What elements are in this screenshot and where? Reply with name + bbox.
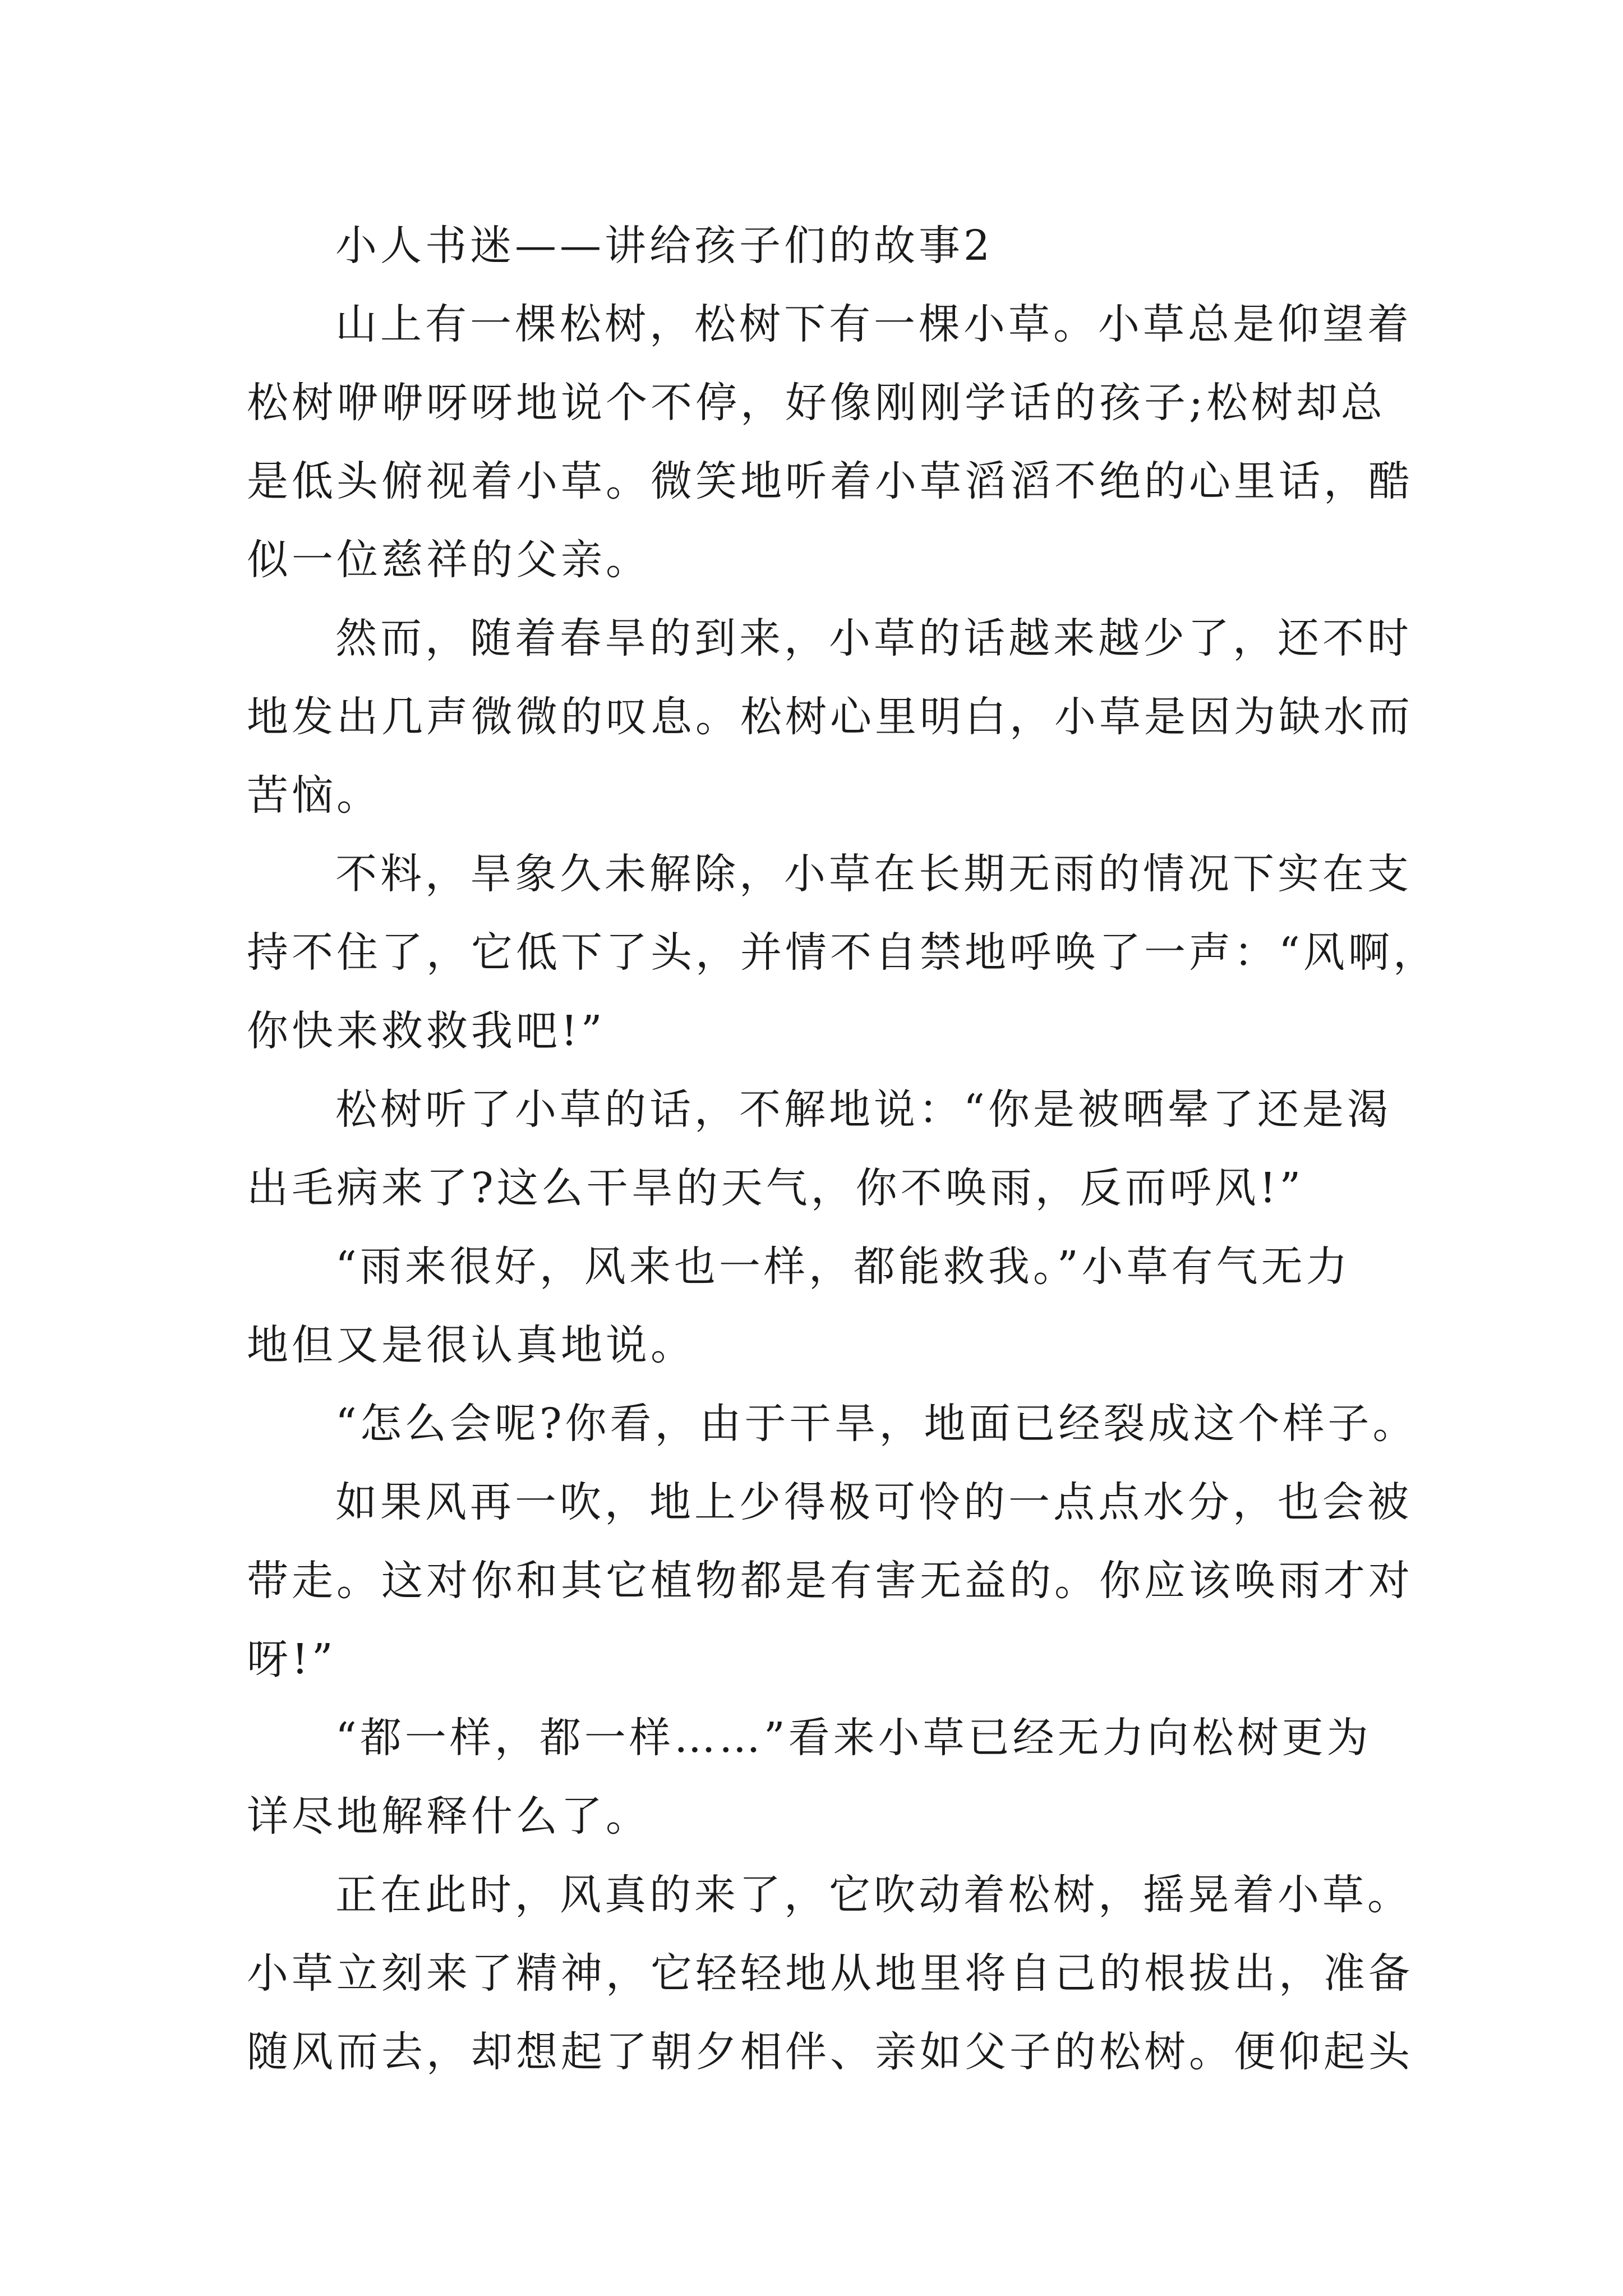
document-title: 小人书迷——讲给孩子们的故事2 bbox=[335, 222, 994, 270]
text-line: 呀!” bbox=[247, 1635, 336, 1683]
text-line: 不料，旱象久未解除，小草在长期无雨的情况下实在支 bbox=[335, 850, 1412, 898]
text-line: “怎么会呢?你看，由于干旱，地面已经裂成这个样子。 bbox=[335, 1400, 1418, 1448]
text-line: 然而，随着春旱的到来，小草的话越来越少了，还不时 bbox=[335, 614, 1412, 662]
text-line: 正在此时，风真的来了，它吹动着松树，摇晃着小草。 bbox=[335, 1871, 1412, 1919]
text-line: 苦恼。 bbox=[247, 771, 381, 820]
text-line: 地发出几声微微的叹息。松树心里明白，小草是因为缺水而 bbox=[247, 693, 1413, 741]
text-line: 随风而去，却想起了朝夕相伴、亲如父子的松树。便仰起头 bbox=[247, 2028, 1413, 2076]
text-line: 是低头俯视着小草。微笑地听着小草滔滔不绝的心里话，酷 bbox=[247, 457, 1413, 505]
text-line: 松树听了小草的话，不解地说：“你是被晒晕了还是渴 bbox=[335, 1085, 1392, 1134]
text-line: “都一样，都一样……”看来小草已经无力向松树更为 bbox=[335, 1714, 1372, 1762]
text-line: 地但又是很认真地说。 bbox=[247, 1321, 695, 1369]
text-line: 详尽地解释什么了。 bbox=[247, 1792, 651, 1841]
text-line: 出毛病来了?这么干旱的天气，你不唤雨，反而呼风!” bbox=[247, 1164, 1304, 1212]
text-line: 山上有一棵松树，松树下有一棵小草。小草总是仰望着 bbox=[335, 300, 1412, 348]
text-line: 如果风再一吹，地上少得极可怜的一点点水分，也会被 bbox=[335, 1478, 1412, 1526]
text-line: 小草立刻来了精神，它轻轻地从地里将自己的根拔出，准备 bbox=[247, 1949, 1413, 1998]
text-line: 带走。这对你和其它植物都是有害无益的。你应该唤雨才对 bbox=[247, 1557, 1413, 1605]
text-line: 持不住了，它低下了头，并情不自禁地呼唤了一声：“风啊， bbox=[247, 928, 1438, 977]
text-line: “雨来很好，风来也一样，都能救我。”小草有气无力 bbox=[335, 1243, 1351, 1291]
text-line: 松树咿咿呀呀地说个不停，好像刚刚学话的孩子;松树却总 bbox=[247, 379, 1386, 427]
text-line: 你快来救救我吧!” bbox=[247, 1007, 606, 1055]
text-line: 似一位慈祥的父亲。 bbox=[247, 536, 651, 584]
